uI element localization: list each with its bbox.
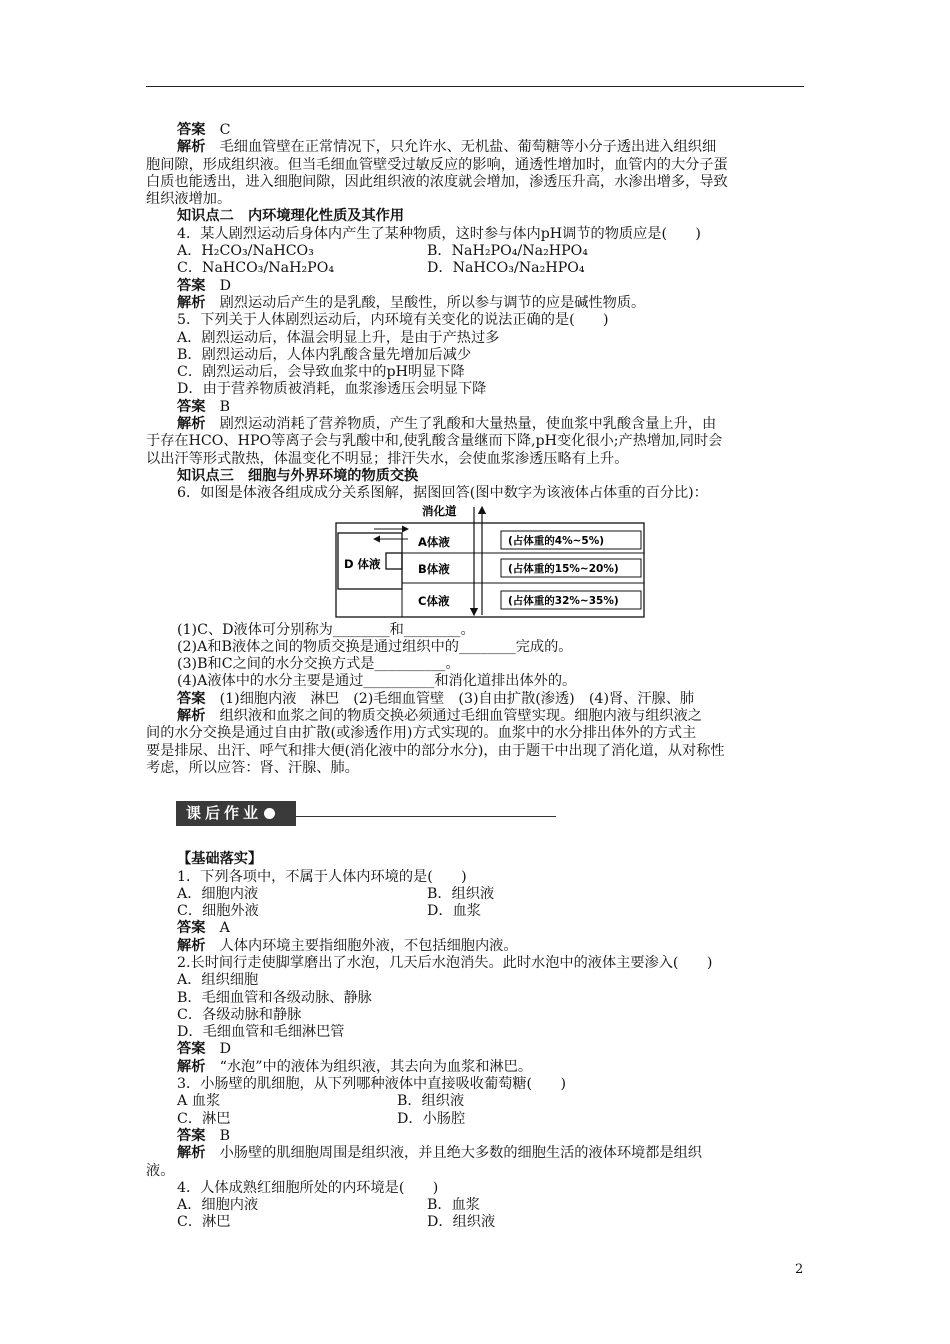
option-c: C．淋巴 [177,1214,231,1231]
answer-line: 答案 C [177,122,231,138]
analysis-line: 解析 毛细血管壁在正常情况下，只允许水、无机盐、葡萄糖等小分子透出进入组织细 [177,139,717,156]
analysis-line: 于存在HCO、HPO等离子会与乳酸中和,使乳酸含量继而下降,pH变化很小;产热增加,同时会 [146,433,723,450]
option-c: C．NaHCO₃/NaH₂PO₄ [177,260,335,277]
option-d: D．由于营养物质被消耗，血浆渗透压会明显下降 [177,381,487,398]
option-a: A．剧烈运动后，体温会明显上升，是由于产热过多 [177,329,500,346]
analysis-line: 解析 “水泡”中的液体为组织液，其去向为血浆和淋巴。 [177,1058,533,1075]
sub-question: (1)C、D液体可分别称为________和________。 [177,621,475,638]
option-b: B．NaH₂PO₄/Na₂HPO₄ [427,243,588,260]
option-c: C．细胞外液 [177,903,259,920]
option-d: D．组织液 [427,1214,496,1231]
option-b: B．毛细血管和各级动脉、静脉 [177,989,372,1006]
answer-line: 答案 D [177,1041,231,1058]
answer-line: 答案 A [177,920,230,937]
analysis-line: 白质也能透出，进入细胞间隙，因此组织液的浓度就会增加，渗透压升高，水渗出增多，导致 [146,173,728,190]
option-a: A．细胞内液 [177,885,259,902]
banner-tag: 课后作业 [176,801,296,826]
top-label: 消化道 [422,504,457,518]
body-fluid-diagram [146,505,806,620]
options-row [146,243,806,260]
page-content [146,122,806,1232]
section-heading: 知识点三 细胞与外界环境的物质交换 [177,467,419,484]
option-a: A．H₂CO₃/NaHCO₃ [177,243,314,260]
homework-banner [146,795,806,833]
d-inner-box [386,553,402,569]
question-stem: 5．下列关于人体剧烈运动后，内环境有关变化的说法正确的是( ) [177,312,609,329]
b-label: B体液 [418,561,450,576]
banner-rule [296,816,556,817]
c-pct: (占体重的32%~35%) [508,594,619,607]
a-label: A体液 [418,534,450,549]
a-pct: (占体重的4%~5%) [508,534,605,547]
option-b: B．组织液 [427,885,495,902]
options-row [146,1093,806,1110]
analysis-line: 以出汗等形式散热，体温变化不明显；排汗失水，会使血浆渗透压略有上升。 [146,450,629,467]
analysis-line: 考虑，所以应答：肾、汗腺、肺。 [146,759,359,776]
option-d: D．小肠腔 [397,1110,466,1127]
sub-question: (4)A液体中的水分主要是通过__________和消化道排出体外的。 [177,673,577,690]
answer-line: 答案 B [177,398,231,415]
b-pct: (占体重的15%~20%) [508,562,619,575]
section-heading: 知识点二 内环境理化性质及其作用 [177,208,405,225]
dot-icon [264,808,275,819]
options-row [146,260,806,277]
option-c: C．剧烈运动后，会导致血浆中的pH明显下降 [177,364,465,381]
analysis-line: 解析 剧烈运动消耗了营养物质，产生了乳酸和大量热量，使血浆中乳酸含量上升，由 [177,416,717,433]
diagram-lines [146,505,806,620]
analysis-line: 胞间隙，形成组织液。但当毛细血管壁受过敏反应的影响，通透性增加时，血管内的大分子蛋 [146,156,728,173]
question-stem: 3．小肠壁的肌细胞，从下列哪种液体中直接吸收葡萄糖( ) [177,1076,566,1093]
option-b: B．血浆 [427,1197,480,1214]
analysis-line: 组织液增加。 [146,191,232,208]
question-stem: 4．某人剧烈运动后身体内产生了某种物质，这时参与体内pH调节的物质应是( ) [177,225,701,242]
option-c: C．各级动脉和静脉 [177,1006,302,1023]
analysis-line: 要是排尿、出汗、呼气和排大便(消化液中的部分水分)，由于题干中出现了消化道，从对称性 [146,742,725,759]
header-rule [146,86,804,87]
analysis-line: 解析 组织液和血浆之间的物质交换必须通过毛细血管壁实现。细胞内液与组织液之 [177,708,702,725]
question-stem: 4．人体成熟红细胞所处的内环境是( ) [177,1179,439,1196]
option-b: B．剧烈运动后，人体内乳酸含量先增加后减少 [177,346,472,363]
analysis-line: 液。 [146,1162,175,1179]
option-d: D．NaHCO₃/Na₂HPO₄ [427,260,585,277]
options-row [146,1111,806,1128]
option-a: A 血浆 [177,1093,221,1110]
analysis-line: 解析 小肠壁的肌细胞周围是组织液，并且绝大多数的细胞生活的液体环境都是组织 [177,1145,702,1162]
analysis-line: 解析 剧烈运动后产生的是乳酸，呈酸性，所以参与调节的应是碱性物质。 [177,294,646,311]
option-d: D．血浆 [427,903,481,920]
subsection-heading: 【基础落实】 [177,851,263,868]
sub-question: (2)A和B液体之间的物质交换是通过组织中的________完成的。 [177,638,573,655]
options-row [146,1197,806,1214]
option-a: A．细胞内液 [177,1197,259,1214]
page-number: 2 [795,1262,804,1277]
options-row [146,903,806,920]
question-stem: 6．如图是体液各组成成分关系图解，据图回答(图中数字为该液体占体重的百分比)： [177,485,708,502]
option-b: B．组织液 [397,1093,465,1110]
options-row [146,1214,806,1231]
analysis-line: 间的水分交换是通过自由扩散(或渗透作用)方式实现的。血浆中的水分排出体外的方式主 [146,725,697,742]
sub-question: (3)B和C之间的水分交换方式是__________。 [177,656,460,673]
analysis-line: 解析 人体内环境主要指细胞外液，不包括细胞内液。 [177,937,518,954]
question-stem: 2.长时间行走使脚掌磨出了水泡，几天后水泡消失。此时水泡中的液体主要渗入( ) [177,954,713,971]
option-c: C．淋巴 [177,1110,231,1127]
answer-line: 答案 B [177,1127,231,1144]
options-row [146,886,806,903]
c-label: C体液 [418,593,450,608]
answer-line: 答案 D [177,277,231,294]
option-d: D．毛细血管和毛细淋巴管 [177,1024,345,1041]
answer-line: 答案 (1)细胞内液 淋巴 (2)毛细血管壁 (3)自由扩散(渗透) (4)肾、汗腺、肺 [177,690,695,707]
d-label: D 体液 [344,556,381,571]
option-a: A．组织细胞 [177,972,259,989]
question-stem: 1．下列各项中，不属于人体内环境的是( ) [177,868,467,885]
